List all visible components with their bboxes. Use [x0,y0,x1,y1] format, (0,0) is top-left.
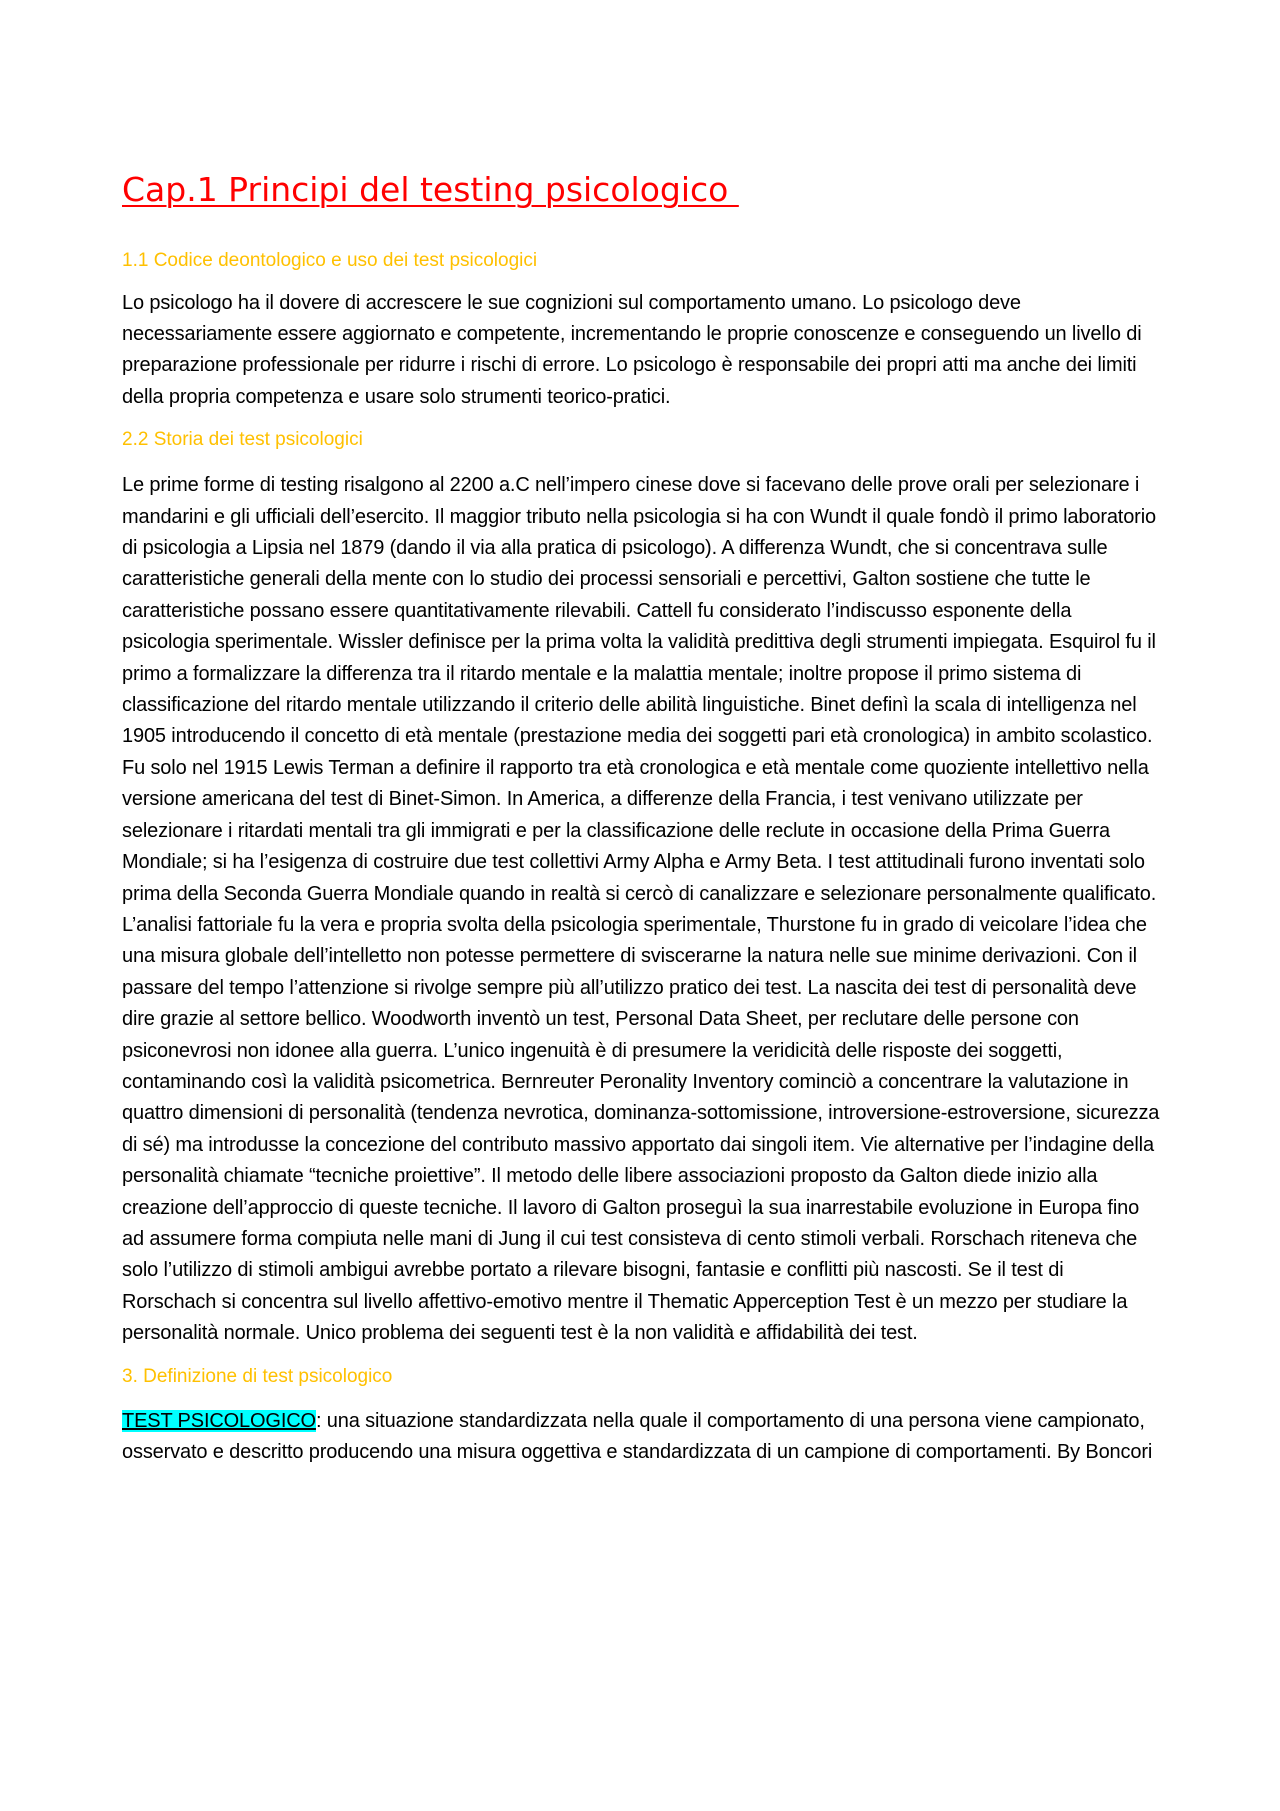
section-body-1: Lo psicologo ha il dovere di accrescere le sue cognizioni sul comportamento umano. Lo psicologo deve necessariamente essere aggiornato e competente, incrementando le proprie conoscenze e conseguendo un livello di preparazione professionale per ridurre i rischi di errore. Lo psicologo è responsabile dei propri atti ma anche dei limiti della propria competenza e usare solo strumenti teorico-pratici. [122,291,1142,408]
definition-paragraph [122,1406,1162,1469]
section-heading-3: 3. Definizione di test psicologico [122,1365,393,1387]
section-body-2: Le prime forme di testing risalgono al 2200 a.C nell’impero cinese dove si facevano delle prove orali per selezionare i mandarini e gli ufficiali dell’esercito. Il maggior tributo nella psicologia si ha con Wundt il quale fondò il primo laboratorio di psicologia a Lipsia nel 1879 (dando il via alla pratica di psicologo). A differenza Wundt, che si concentrava sulle caratteristiche generali della mente con lo studio dei processi sensoriali e percettivi, Galton sostiene che tutte le caratteristiche possano essere quantitativamente rilevabili. Cattell fu considerato l’indiscusso esponente della psicologia sperimentale. Wissler definisce per la prima volta la validità predittiva degli strumenti impiegata. Esquirol fu il primo a formalizzare la differenza tra il ritardo mentale e la malattia mentale; inoltre propose il primo sistema di classificazione del ritardo mentale utilizzando il criterio delle abilità linguistiche. Binet definì la scala di intelligenza nel 1905 introducendo il concetto di età mentale (prestazione media dei soggetti pari età cronologica) in ambito scolastico. Fu solo nel 1915 Lewis Terman a definire il rapporto tra età cronologica e età mentale come quoziente intellettivo nella versione americana del test di Binet-Simon. In America, a differenze della Francia, i test venivano utilizzate per selezionare i ritardati mentali tra gli immigrati e per la classificazione delle reclute in occasione della Prima Guerra Mondiale; si ha l’esigenza di costruire due test collettivi Army Alpha e Army Beta. I test attitudinali furono inventati solo prima della Seconda Guerra Mondiale quando in realtà si cercò di canalizzare e selezionare personalmente qualificato. L’analisi fattoriale fu la vera e propria svolta della psicologia sperimentale, Thurstone fu in grado di veicolare l’idea che una misura globale dell’intelletto non potesse permettere di sviscerarne la natura nelle sue minime derivazioni. Con il passare del tempo l’attenzione si rivolge sempre più all’utilizzo pratico dei test. La nascita dei test di personalità deve dire grazie al settore bellico. Woodworth inventò un test, Personal Data Sheet, per reclutare delle persone con psiconevrosi non idonee alla guerra. L’unico ingenuità è di presumere la veridicità delle risposte dei soggetti, contaminando così la validità psicometrica. Bernreuter Peronality Inventory cominciò a concentrare la valutazione in quattro dimensioni di personalità (tendenza nevrotica, dominanza-sottomissione, introversione-estroversione, sicurezza di sé) ma introdusse la concezione del contributo massivo apportato dai singoli item. Vie alternative per l’indagine della personalità chiamate “tecniche proiettive”. Il metodo delle libere associazioni proposto da Galton diede inizio alla creazione dell’approccio di queste tecniche. Il lavoro di Galton proseguì la sua inarrestabile evoluzione in Europa fino ad assumere forma compiuta nelle mani di Jung il cui test consisteva di cento stimoli verbali. Rorschach riteneva che solo l’utilizzo di stimoli ambigui avrebbe portato a rilevare bisogni, fantasie e conflitti più nascosti. Se il test di Rorschach si concentra sul livello affettivo-emotivo mentre il Thematic Apperception Test è un mezzo per studiare la personalità normale. Unico problema dei seguenti test è la non validità e affidabilità dei test. [122,474,1160,1345]
section-heading-1: 1.1 Codice deontologico e uso dei test psicologici [122,249,538,271]
highlighted-term: TEST PSICOLOGICO [122,1409,316,1432]
chapter-title: Cap.1 Principi del testing psicologico [122,170,739,209]
section-heading-2: 2.2 Storia dei test psicologici [122,429,363,451]
document-page [122,170,1162,1468]
definition-text: : una situazione standardizzata nella quale il comportamento di una persona viene campionato, osservato e descritto producendo una misura oggettiva e standardizzata di un campione di comportamenti. By Boncori [122,1409,1153,1463]
